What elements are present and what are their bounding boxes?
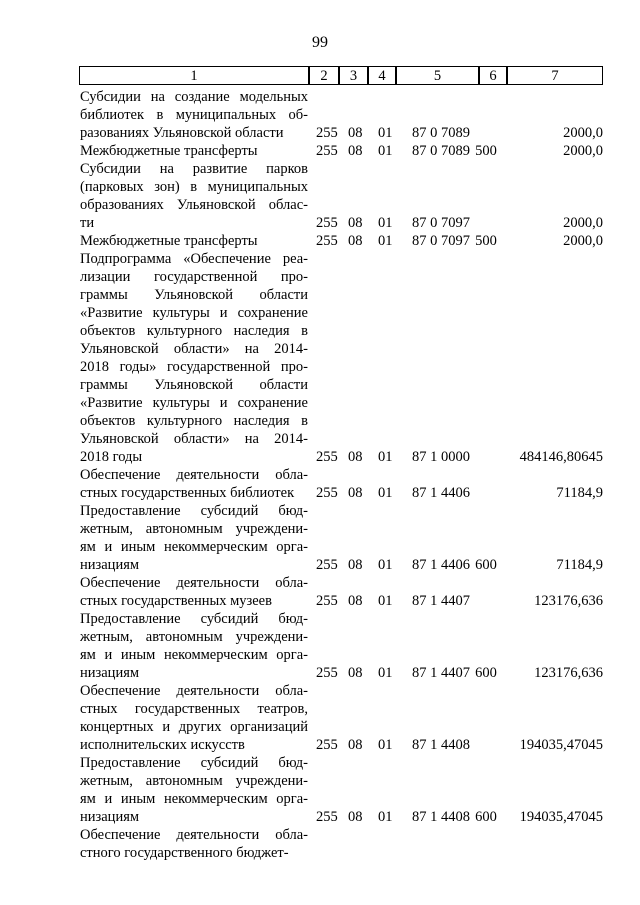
code-division: 01 [378, 665, 393, 681]
description-line: Межбюджетные трансферты [80, 233, 258, 249]
table-row [80, 88, 603, 142]
row-description [80, 232, 308, 250]
table-row [80, 232, 603, 250]
code-target-article: 87 0 7089 [412, 143, 470, 159]
code-division: 01 [378, 233, 393, 249]
description-line: 2018 годы» государственной про- [80, 359, 308, 375]
code-section: 255 [316, 665, 338, 681]
code-expense-type: 600 [475, 557, 497, 573]
code-target-article: 87 0 7089 [412, 125, 470, 141]
amount: 194035,47045 [519, 737, 603, 753]
row-description [80, 610, 308, 682]
code-expense-type: 500 [475, 233, 497, 249]
header-col-5: 5 [396, 66, 479, 85]
amount: 2000,0 [563, 143, 603, 159]
code-division: 01 [378, 737, 393, 753]
description-line: образованиях Ульяновской облас- [80, 197, 308, 213]
description-line: Ульяновской области» на 2014- [80, 431, 308, 447]
code-subsection: 08 [348, 593, 363, 609]
amount: 484146,80645 [519, 449, 603, 465]
code-section: 255 [316, 449, 338, 465]
row-description [80, 754, 308, 826]
table-row [80, 466, 603, 502]
description-line: Предоставление субсидий бюд- [80, 755, 308, 771]
description-line: стного государственного бюджет- [80, 845, 289, 861]
code-section: 255 [316, 557, 338, 573]
code-division: 01 [378, 557, 393, 573]
code-subsection: 08 [348, 665, 363, 681]
description-line: Межбюджетные трансферты [80, 143, 258, 159]
amount: 2000,0 [563, 125, 603, 141]
description-line: объектов культурного наследия в [80, 413, 308, 429]
description-line: стных государственных музеев [80, 593, 272, 609]
code-expense-type: 600 [475, 809, 497, 825]
code-section: 255 [316, 125, 338, 141]
description-line: ти [80, 215, 95, 231]
table-row [80, 754, 603, 826]
row-description [80, 502, 308, 574]
code-target-article: 87 1 4408 [412, 809, 470, 825]
code-subsection: 08 [348, 557, 363, 573]
row-description [80, 88, 308, 142]
description-line: граммы Ульяновской области [80, 377, 308, 393]
description-line: стных государственных театров, [80, 701, 308, 717]
description-line: граммы Ульяновской области [80, 287, 308, 303]
code-division: 01 [378, 809, 393, 825]
code-target-article: 87 1 4407 [412, 593, 470, 609]
row-description [80, 682, 308, 754]
code-section: 255 [316, 143, 338, 159]
code-subsection: 08 [348, 809, 363, 825]
code-section: 255 [316, 737, 338, 753]
code-expense-type: 500 [475, 143, 497, 159]
code-subsection: 08 [348, 485, 363, 501]
row-description [80, 142, 308, 160]
code-subsection: 08 [348, 233, 363, 249]
header-col-4: 4 [368, 66, 396, 85]
description-line: ям и иным некоммерческим орга- [80, 647, 308, 663]
code-subsection: 08 [348, 449, 363, 465]
code-division: 01 [378, 593, 393, 609]
amount: 123176,636 [534, 593, 603, 609]
description-line: (парковых зон) в муниципальных [80, 179, 308, 195]
code-division: 01 [378, 215, 393, 231]
header-col-6: 6 [479, 66, 507, 85]
description-line: стных государственных библиотек [80, 485, 295, 501]
code-section: 255 [316, 233, 338, 249]
row-description [80, 466, 308, 502]
code-target-article: 87 1 4408 [412, 737, 470, 753]
description-line: лизации государственной про- [80, 269, 308, 285]
header-col-2: 2 [309, 66, 339, 85]
amount: 123176,636 [534, 665, 603, 681]
table-row [80, 610, 603, 682]
code-target-article: 87 1 4406 [412, 485, 470, 501]
code-target-article: 87 1 4406 [412, 557, 470, 573]
description-line: библиотек в муниципальных об- [80, 107, 308, 123]
table-row [80, 682, 603, 754]
code-target-article: 87 1 0000 [412, 449, 470, 465]
code-target-article: 87 0 7097 [412, 215, 470, 231]
code-expense-type: 600 [475, 665, 497, 681]
code-division: 01 [378, 143, 393, 159]
row-description [80, 160, 308, 232]
description-line: Предоставление субсидий бюд- [80, 611, 308, 627]
description-line: «Развитие культуры и сохранение [80, 395, 308, 411]
code-subsection: 08 [348, 737, 363, 753]
table-row [80, 826, 603, 862]
amount: 2000,0 [563, 215, 603, 231]
amount: 2000,0 [563, 233, 603, 249]
table-row [80, 574, 603, 610]
description-line: Обеспечение деятельности обла- [80, 683, 308, 699]
table-row [80, 502, 603, 574]
description-line: объектов культурного наследия в [80, 323, 308, 339]
header-col-1: 1 [79, 66, 309, 85]
description-line: жетным, автономным учреждени- [80, 629, 308, 645]
description-line: Обеспечение деятельности обла- [80, 827, 308, 843]
table-header [80, 66, 603, 85]
description-line: Ульяновской области» на 2014- [80, 341, 308, 357]
code-division: 01 [378, 125, 393, 141]
code-subsection: 08 [348, 125, 363, 141]
code-subsection: 08 [348, 143, 363, 159]
description-line: жетным, автономным учреждени- [80, 521, 308, 537]
description-line: Субсидии на создание модельных [80, 89, 308, 105]
header-col-3: 3 [339, 66, 368, 85]
code-section: 255 [316, 809, 338, 825]
page-number: 99 [312, 34, 328, 51]
description-line: низациям [80, 809, 140, 825]
description-line: концертных и других организаций [80, 719, 308, 735]
table-row [80, 250, 603, 466]
code-section: 255 [316, 485, 338, 501]
code-section: 255 [316, 215, 338, 231]
description-line: ям и иным некоммерческим орга- [80, 539, 308, 555]
description-line: Субсидии на развитие парков [80, 161, 308, 177]
code-subsection: 08 [348, 215, 363, 231]
code-section: 255 [316, 593, 338, 609]
table-row [80, 160, 603, 232]
description-line: исполнительских искусств [80, 737, 245, 753]
description-line: 2018 годы [80, 449, 143, 465]
description-line: Подпрограмма «Обеспечение реа- [80, 251, 308, 267]
amount: 71184,9 [556, 485, 603, 501]
amount: 194035,47045 [519, 809, 603, 825]
description-line: Предоставление субсидий бюд- [80, 503, 308, 519]
description-line: ям и иным некоммерческим орга- [80, 791, 308, 807]
description-line: «Развитие культуры и сохранение [80, 305, 308, 321]
code-division: 01 [378, 449, 393, 465]
table-row [80, 142, 603, 160]
row-description [80, 826, 308, 862]
code-target-article: 87 1 4407 [412, 665, 470, 681]
header-col-7: 7 [507, 66, 603, 85]
description-line: разованиях Ульяновской области [80, 125, 284, 141]
row-description [80, 250, 308, 466]
description-line: низациям [80, 665, 140, 681]
code-target-article: 87 0 7097 [412, 233, 470, 249]
description-line: Обеспечение деятельности обла- [80, 575, 308, 591]
description-line: Обеспечение деятельности обла- [80, 467, 308, 483]
description-line: жетным, автономным учреждени- [80, 773, 308, 789]
amount: 71184,9 [556, 557, 603, 573]
row-description [80, 574, 308, 610]
description-line: низациям [80, 557, 140, 573]
code-division: 01 [378, 485, 393, 501]
